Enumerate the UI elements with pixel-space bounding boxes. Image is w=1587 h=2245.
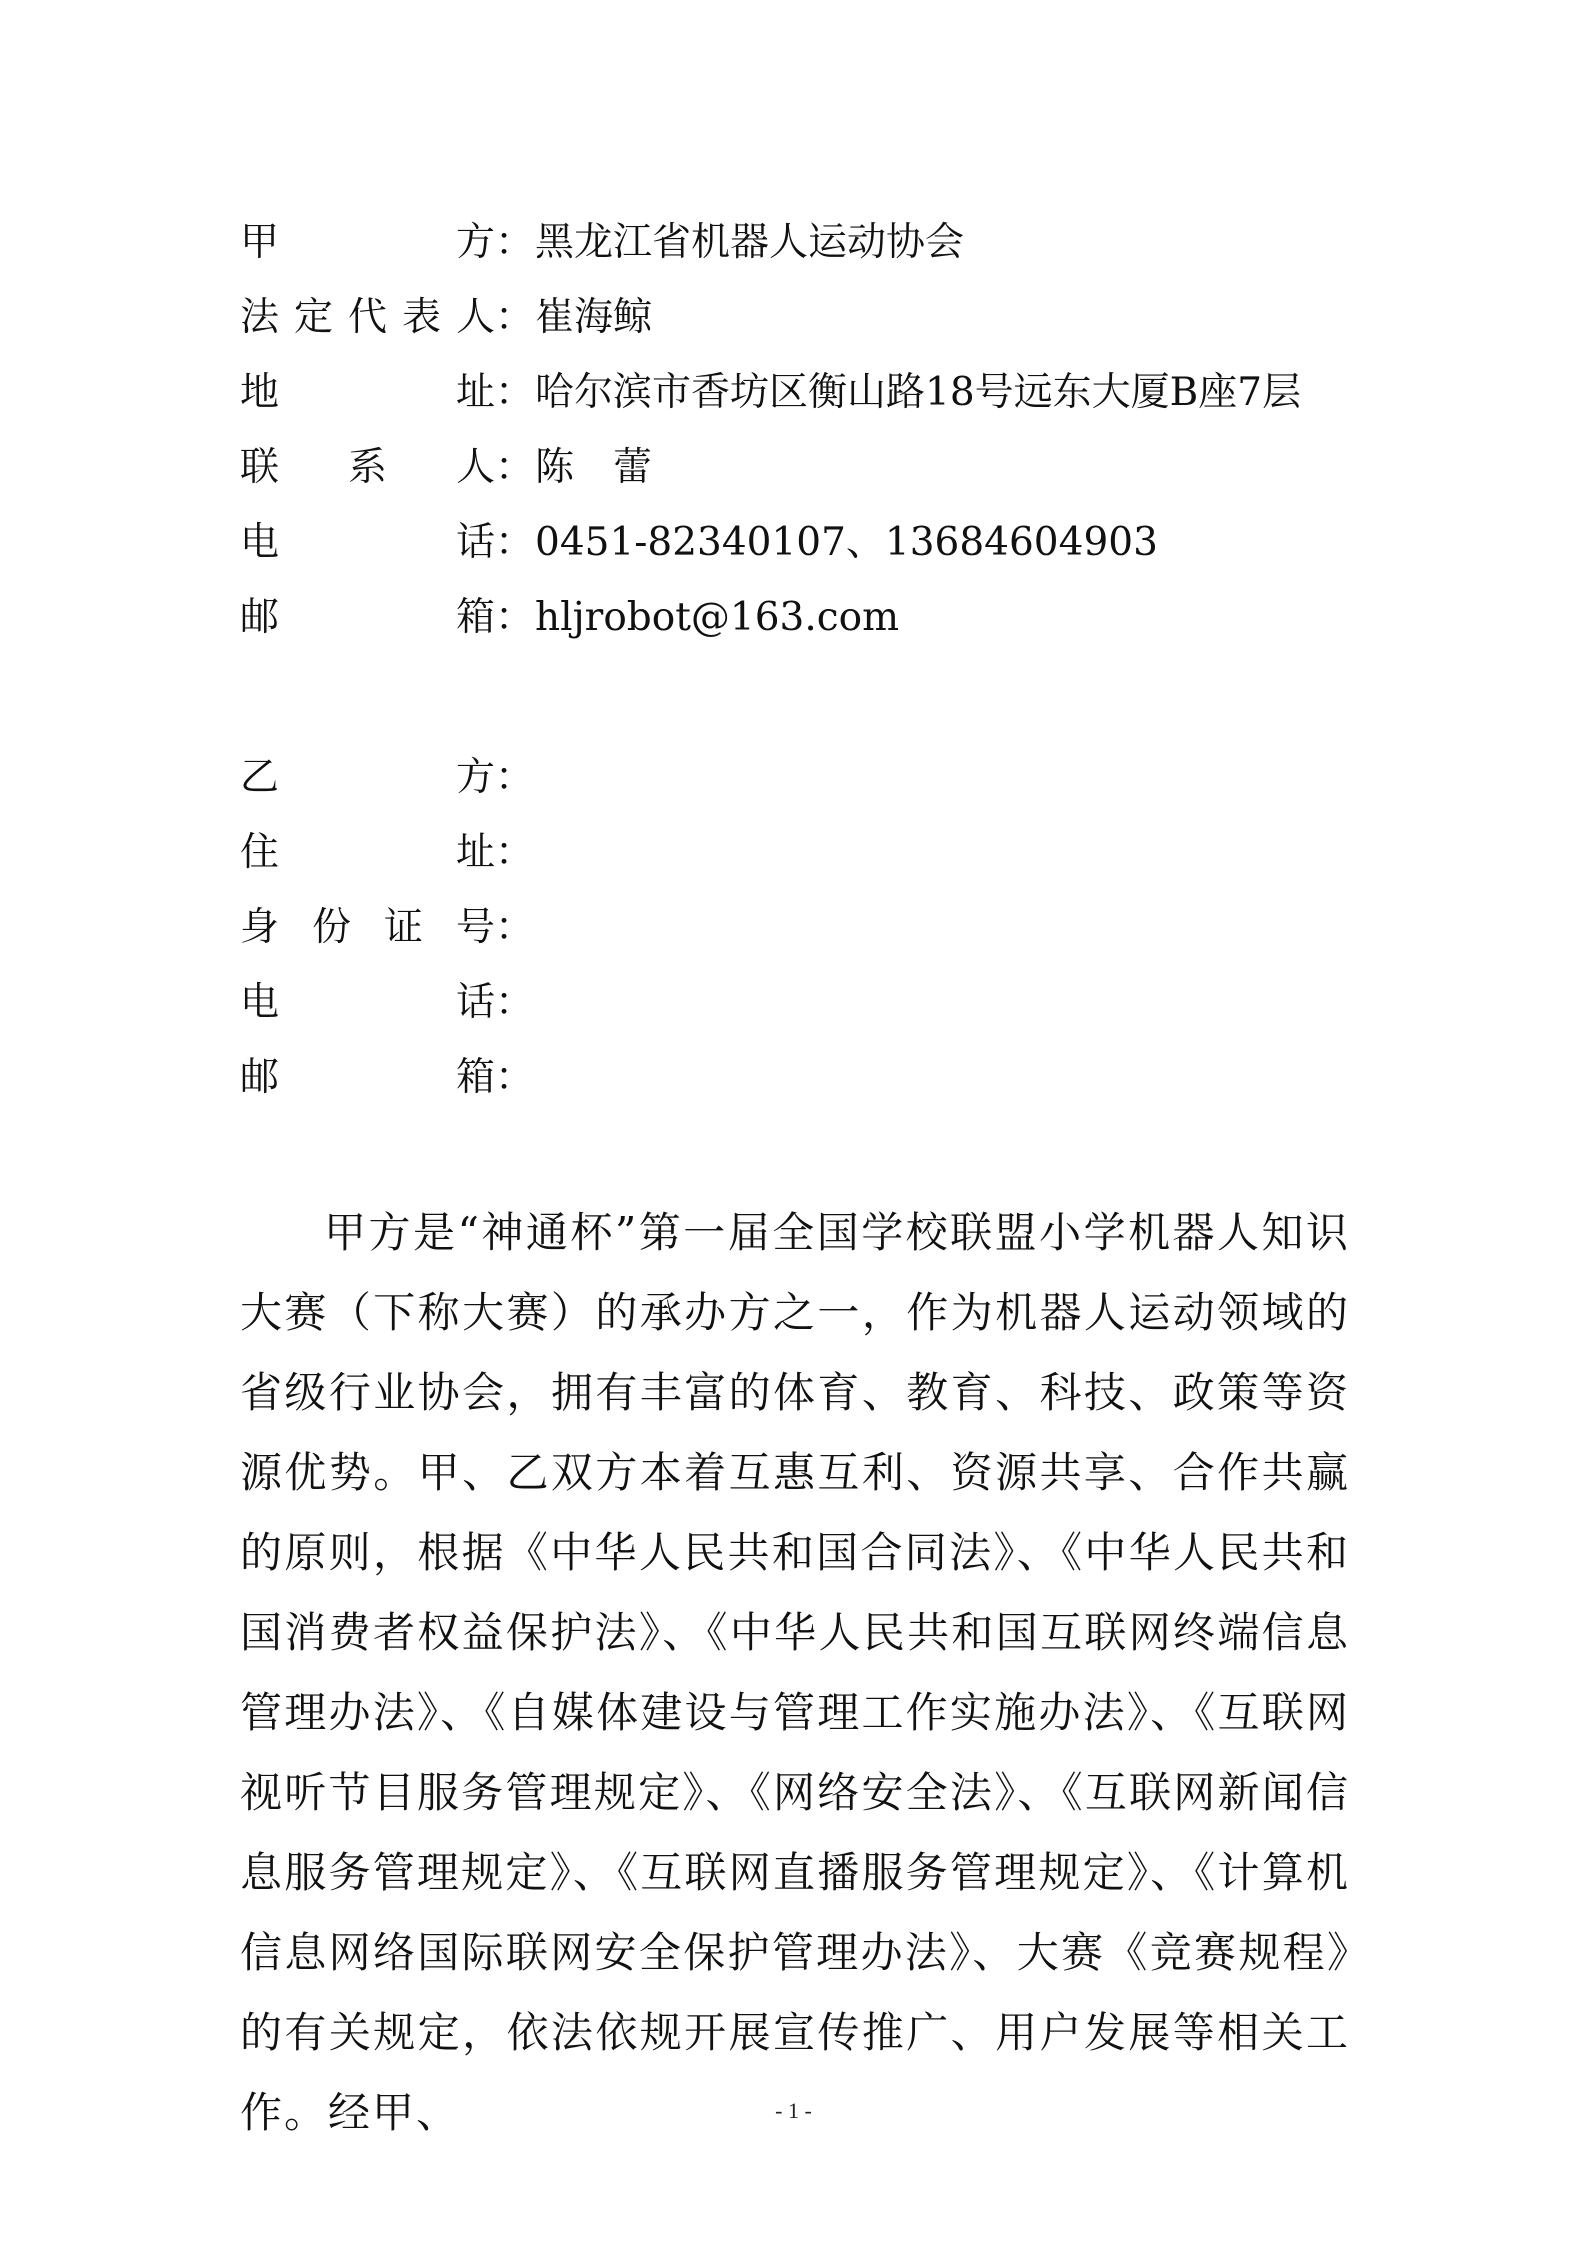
label-char: 话 bbox=[455, 980, 495, 1025]
label-char: 方 bbox=[455, 755, 495, 800]
label-char: 住 bbox=[240, 830, 280, 875]
label-char: 址 bbox=[455, 370, 495, 415]
party-b-field-label bbox=[240, 815, 495, 890]
label-char: 箱 bbox=[455, 595, 495, 640]
label-colon: ： bbox=[495, 520, 535, 565]
label-char: 乙 bbox=[240, 755, 280, 800]
label-char: 邮 bbox=[240, 595, 280, 640]
label-colon: ： bbox=[495, 445, 535, 490]
party-a-field-value: 哈尔滨市香坊区衡山路18号远东大厦B座7层 bbox=[535, 370, 1302, 415]
label-char: 人 bbox=[455, 445, 495, 490]
label-char: 地 bbox=[240, 370, 280, 415]
label-char: 代 bbox=[347, 295, 387, 340]
party-a-field-row bbox=[240, 580, 1360, 655]
label-char: 表 bbox=[401, 295, 441, 340]
party-a-field-value: 陈 蕾 bbox=[535, 445, 653, 490]
party-b-field-row bbox=[240, 1040, 1360, 1115]
page-number: - 1 - bbox=[775, 2098, 812, 2123]
label-char: 方 bbox=[455, 220, 495, 265]
party-a-field-label bbox=[240, 355, 495, 430]
label-char: 人 bbox=[455, 295, 495, 340]
party-b-field-row bbox=[240, 890, 1360, 965]
party-a-field-label bbox=[240, 205, 495, 280]
label-char: 电 bbox=[240, 520, 280, 565]
party-a-field-row bbox=[240, 205, 1360, 280]
label-char: 定 bbox=[293, 295, 333, 340]
party-b-field-label bbox=[240, 740, 495, 815]
party-a-field-row bbox=[240, 505, 1360, 580]
party-a-info bbox=[240, 205, 1360, 655]
label-char: 联 bbox=[240, 445, 280, 490]
party-b-field-label bbox=[240, 1040, 495, 1115]
label-char: 电 bbox=[240, 980, 280, 1025]
label-colon: ： bbox=[495, 220, 535, 265]
label-char: 证 bbox=[383, 905, 423, 950]
label-colon: ： bbox=[495, 830, 535, 875]
party-b-field-label bbox=[240, 965, 495, 1040]
label-char: 身 bbox=[240, 905, 280, 950]
party-a-field-row bbox=[240, 280, 1360, 355]
party-a-field-label bbox=[240, 430, 495, 505]
label-char: 话 bbox=[455, 520, 495, 565]
party-b-field-row bbox=[240, 965, 1360, 1040]
label-char: 址 bbox=[455, 830, 495, 875]
party-b-info bbox=[240, 740, 1360, 1115]
label-char: 箱 bbox=[455, 1055, 495, 1100]
party-b-field-row bbox=[240, 815, 1360, 890]
label-colon: ： bbox=[495, 905, 535, 950]
label-char: 法 bbox=[240, 295, 280, 340]
party-a-field-row bbox=[240, 355, 1360, 430]
party-a-field-label bbox=[240, 505, 495, 580]
party-b-field-label bbox=[240, 890, 495, 965]
label-colon: ： bbox=[495, 755, 535, 800]
label-char: 号 bbox=[455, 905, 495, 950]
party-b-field-row bbox=[240, 740, 1360, 815]
label-char: 系 bbox=[347, 445, 387, 490]
label-colon: ： bbox=[495, 980, 535, 1025]
party-a-field-value: 黑龙江省机器人运动协会 bbox=[535, 220, 965, 265]
party-a-field-label bbox=[240, 580, 495, 655]
party-a-field-value: hljrobot@163.com bbox=[535, 595, 900, 640]
label-colon: ： bbox=[495, 295, 535, 340]
label-colon: ： bbox=[495, 595, 535, 640]
label-char: 邮 bbox=[240, 1055, 280, 1100]
label-char: 甲 bbox=[240, 220, 280, 265]
party-a-field-row bbox=[240, 430, 1360, 505]
party-a-field-value: 0451-82340107、13684604903 bbox=[535, 520, 1158, 565]
party-a-field-label bbox=[240, 280, 495, 355]
party-a-field-value: 崔海鲸 bbox=[535, 295, 653, 340]
contract-preamble-paragraph: 甲方是“神通杯”第一届全国学校联盟小学机器人知识大赛（下称大赛）的承办方之一，作为机器人运动领域的省级行业协会，拥有丰富的体育、教育、科技、政策等资源优势。甲、乙双方本着互惠互利、资源共享、合作共赢的原则，根据《中华人民共和国合同法》、《中华人民共和国消费者权益保护法》、《中华人民共和国互联网终端信息管理办法》、《自媒体建设与管理工作实施办法》、《互联网视听节目服务管理规定》、《网络安全法》、《互联网新闻信息服务管理规定》、《互联网直播服务管理规定》、《计算机信息网络国际联网安全保护管理办法》、大赛《竞赛规程》的有关规定，依法依规开展宣传推广、用户发展等相关工作。经甲、 bbox=[240, 1208, 1350, 2137]
label-colon: ： bbox=[495, 1055, 535, 1100]
label-char: 份 bbox=[311, 905, 351, 950]
label-colon: ： bbox=[495, 370, 535, 415]
